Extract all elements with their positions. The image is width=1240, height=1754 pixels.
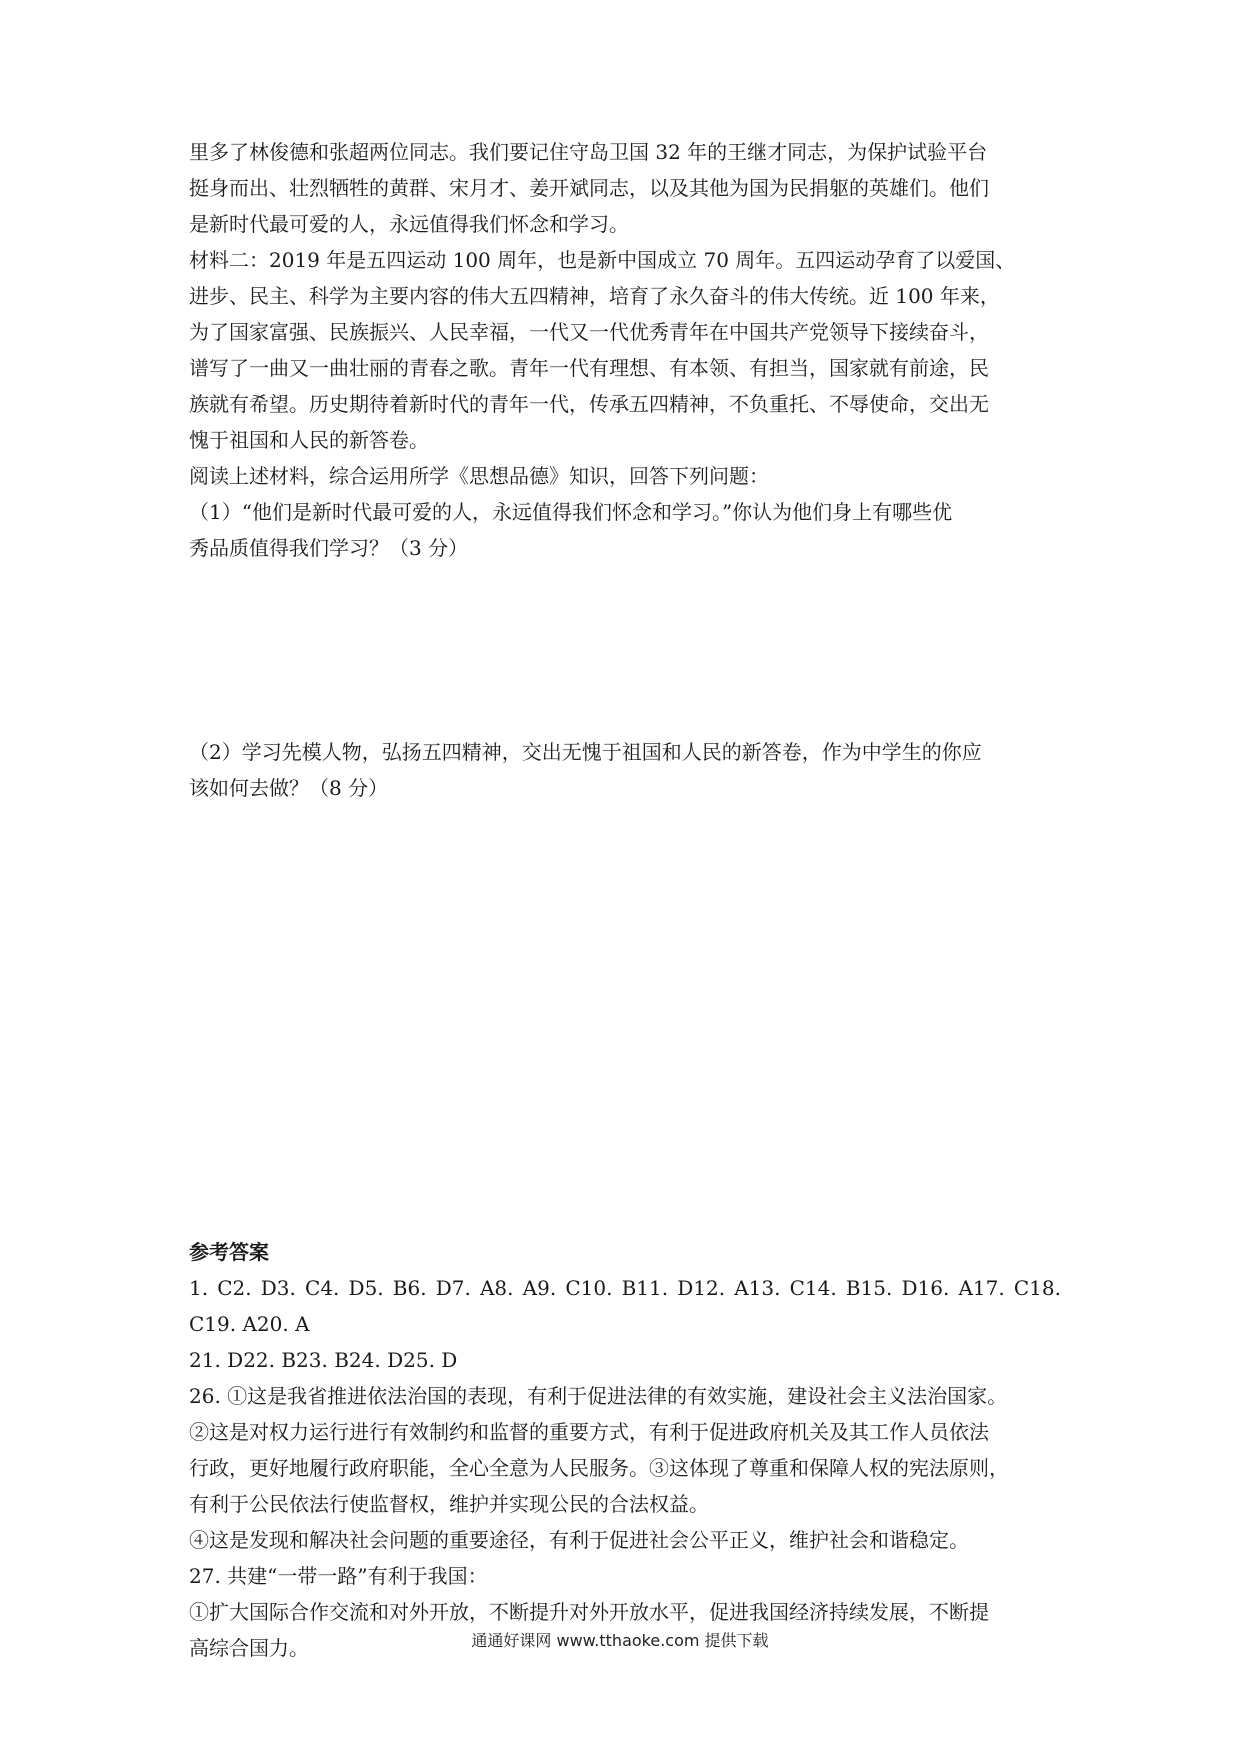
text-line: 26. ①这是我省推进依法治国的表现，有利于促进法律的有效实施，建设社会主义法治国家。 (189, 1384, 1008, 1408)
material-two (189, 242, 1061, 458)
answer-section (189, 1234, 1061, 1666)
answer-heading: 参考答案 (189, 1240, 269, 1264)
text-line: 谱写了一曲又一曲壮丽的青春之歌。青年一代有理想、有本领、有担当，国家就有前途，民 (189, 356, 989, 380)
text-line: 秀品质值得我们学习？（3 分） (189, 536, 469, 560)
choice-answers-line: 1. C2. D3. C4. D5. B6. D7. A8. A9. C10. B11. D12. A13. C14. B15. D16. A17. C18. C19. A20. A (189, 1276, 1061, 1336)
text-line: 材料二：2019 年是五四运动 100 周年，也是新中国成立 70 周年。五四运动孕育了以爱国、 (189, 248, 1016, 272)
text-line: 为了国家富强、民族振兴、人民幸福，一代又一代优秀青年在中国共产党领导下接续奋斗， (189, 320, 989, 344)
text-line: 进步、民主、科学为主要内容的伟大五四精神，培育了永久奋斗的伟大传统。近 100 年来， (189, 284, 1000, 308)
text-line: 27. 共建“一带一路”有利于我国： (189, 1564, 488, 1588)
text-line: 愧于祖国和人民的新答卷。 (189, 428, 429, 452)
text-line: 有利于公民依法行使监督权，维护并实现公民的合法权益。 (189, 1492, 709, 1516)
text-line: 阅读上述材料，综合运用所学《思想品德》知识，回答下列问题： (189, 464, 769, 488)
text-line: ①扩大国际合作交流和对外开放，不断提升对外开放水平，促进我国经济持续发展，不断提 (189, 1600, 989, 1624)
text-line: 行政，更好地履行政府职能，全心全意为人民服务。③这体现了尊重和保障人权的宪法原则， (189, 1456, 1009, 1480)
text-line: （2）学习先模人物，弘扬五四精神，交出无愧于祖国和人民的新答卷，作为中学生的你应 (189, 740, 982, 764)
question-2 (189, 734, 1061, 806)
text-line: 该如何去做？（8 分） (189, 776, 389, 800)
question-1 (189, 494, 1061, 566)
text-line: ②这是对权力运行进行有效制约和监督的重要方式，有利于促进政府机关及其工作人员依法 (189, 1420, 989, 1444)
text-line: （1）“他们是新时代最可爱的人，永远值得我们怀念和学习。”你认为他们身上有哪些优 (189, 500, 953, 524)
text-line: 是新时代最可爱的人，永远值得我们怀念和学习。 (189, 212, 629, 236)
choice-answers-line: 21. D22. B23. B24. D25. D (189, 1348, 458, 1372)
text-line: 族就有希望。历史期待着新时代的青年一代，传承五四精神，不负重托、不辱使命，交出无 (189, 392, 989, 416)
page-footer: 通通好课网 www.tthaoke.com 提供下载 (471, 1631, 769, 1650)
text-line: 挺身而出、壮烈牺牲的黄群、宋月才、姜开斌同志，以及其他为国为民捐躯的英雄们。他们 (189, 176, 989, 200)
text-line: 里多了林俊德和张超两位同志。我们要记住守岛卫国 32 年的王继才同志，为保护试验平台 (189, 140, 988, 164)
material-one-tail (189, 134, 1061, 242)
text-line: 高综合国力。 (189, 1636, 309, 1660)
text-line: ④这是发现和解决社会问题的重要途径，有利于促进社会公平正义，维护社会和谐稳定。 (189, 1528, 969, 1552)
instruction (189, 458, 1061, 494)
